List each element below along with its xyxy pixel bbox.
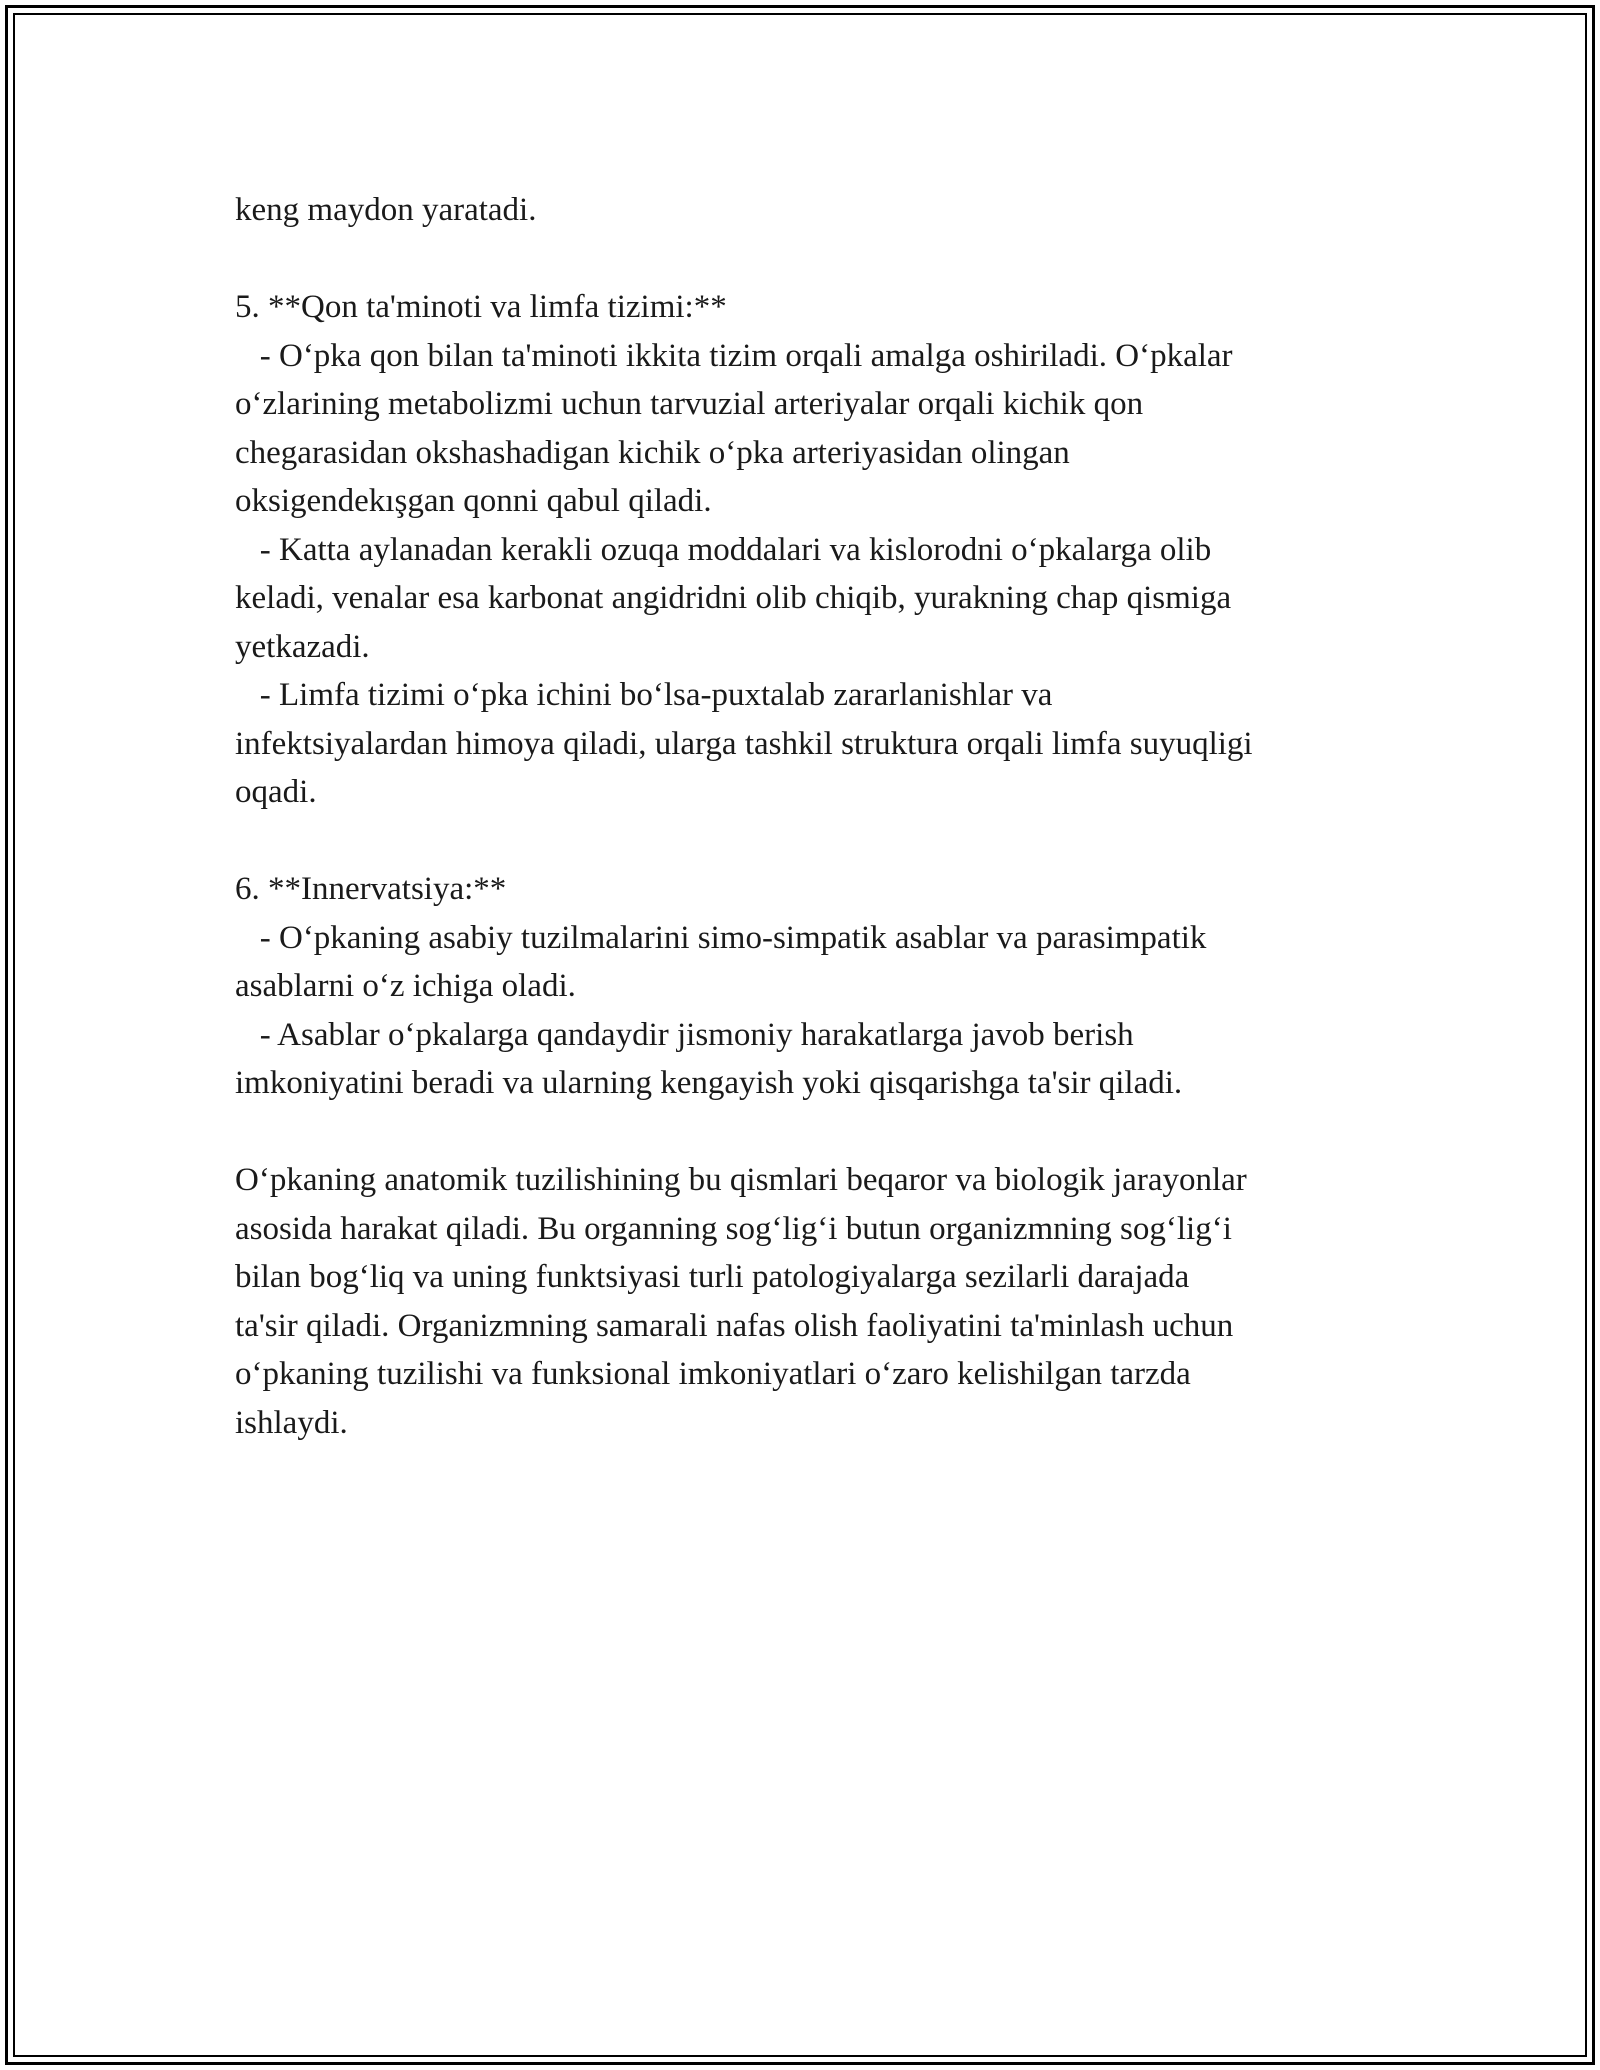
text-line: ishlaydi. <box>235 1404 348 1441</box>
text-line: imkoniyatini beradi va ularning kengayish yoki qisqarishga ta'sir qiladi. <box>235 1065 1183 1101</box>
text-line: yetkazadi. <box>235 628 370 665</box>
blank-line <box>235 817 1395 866</box>
blank-line <box>235 1108 1395 1157</box>
text-line: keladi, venalar esa karbonat angidridni olib chiqib, yurakning chap qismiga <box>235 580 1232 616</box>
text-line: ta'sir qiladi. Organizmning samarali nafas olish faoliyatini ta'minlash uchun <box>235 1307 1234 1344</box>
blank-line <box>235 235 1395 284</box>
text-line: - Limfa tizimi o‘pka ichini bo‘lsa-puxtalab zararlanishlar va <box>235 677 1053 713</box>
text-line: O‘pkaning anatomik tuzilishining bu qismlari beqaror va biologik jarayonlar <box>235 1162 1247 1198</box>
text-line: oksigendekışgan qonni qabul qiladi. <box>235 483 712 519</box>
text-line: infektsiyalardan himoya qiladi, ularga tashkil struktura orqali limfa suyuqligi <box>235 725 1253 762</box>
text-line: - O‘pkaning asabiy tuzilmalarini simo-simpatik asablar va parasimpatik <box>235 919 1207 956</box>
text-line: asosida harakat qiladi. Bu organning sog‘lig‘i butun organizmning sog‘lig‘i <box>235 1210 1232 1247</box>
section-heading: 5. **Qon ta'minoti va limfa tizimi:** <box>235 289 727 325</box>
document-body <box>235 186 1395 1447</box>
text-line: keng maydon yaratadi. <box>235 192 537 228</box>
section-heading: 6. **Innervatsiya:** <box>235 871 507 907</box>
text-line: - Asablar o‘pkalarga qandaydir jismoniy harakatlarga javob berish <box>235 1016 1134 1053</box>
text-line: - O‘pka qon bilan ta'minoti ikkita tizim orqali amalga oshiriladi. O‘pkalar <box>235 337 1233 374</box>
text-line: bilan bog‘liq va uning funktsiyasi turli patologiyalarga sezilarli darajada <box>235 1259 1190 1295</box>
text-line: asablarni o‘z ichiga oladi. <box>235 968 576 1004</box>
text-line: oqadi. <box>235 774 317 810</box>
text-line: o‘zlarining metabolizmi uchun tarvuzial arteriyalar orqali kichik qon <box>235 386 1144 422</box>
text-line: chegarasidan okshashadigan kichik o‘pka arteriyasidan olingan <box>235 434 1070 471</box>
text-line: - Katta aylanadan kerakli ozuqa moddalari va kislorodni o‘pkalarga olib <box>235 531 1212 568</box>
text-line: o‘pkaning tuzilishi va funksional imkoniyatlari o‘zaro kelishilgan tarzda <box>235 1356 1191 1392</box>
